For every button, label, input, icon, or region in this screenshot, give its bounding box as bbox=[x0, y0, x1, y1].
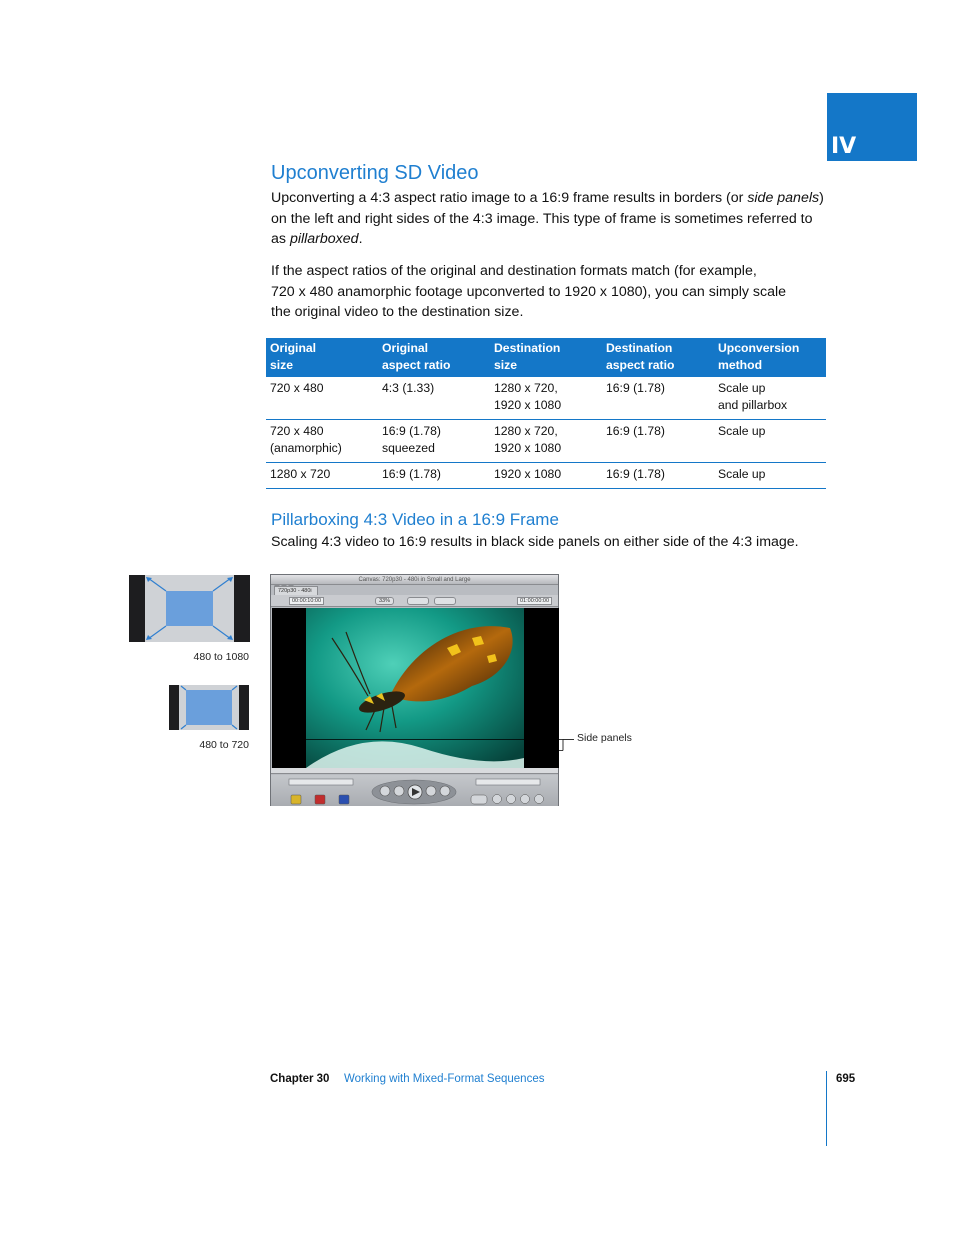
table-cell: 16:9 (1.78) bbox=[602, 420, 714, 463]
upconversion-table bbox=[266, 338, 826, 489]
para2-line-3: the original video to the destination size. bbox=[271, 304, 524, 320]
jog-control[interactable] bbox=[476, 779, 540, 785]
table-cell: Scale up bbox=[714, 463, 826, 489]
overlay-popup[interactable] bbox=[434, 597, 456, 605]
diagram-caption-1080: 480 to 1080 bbox=[193, 651, 249, 663]
header-original-aspect: Original aspect ratio bbox=[378, 338, 490, 377]
table-cell: 720 x 480 bbox=[266, 377, 378, 420]
para1-line-2: on the left and right sides of the 4:3 image. This type of frame is sometimes referred to bbox=[271, 210, 813, 227]
prev-edit-icon[interactable] bbox=[380, 786, 390, 796]
zoom-popup[interactable]: 33% bbox=[375, 597, 394, 605]
mark-in-icon[interactable] bbox=[493, 795, 502, 804]
canvas-toolbar bbox=[271, 595, 558, 607]
mark-out-icon[interactable] bbox=[507, 795, 516, 804]
pillarbox-paragraph: Scaling 4:3 video to 16:9 results in black side panels on either side of the 4:3 image. bbox=[271, 534, 799, 550]
footer-rule bbox=[826, 1071, 827, 1146]
next-edit-icon[interactable] bbox=[440, 786, 450, 796]
header-original-size: Original size bbox=[266, 338, 378, 377]
canvas-title-bar bbox=[271, 575, 558, 585]
intro-paragraph bbox=[271, 188, 827, 250]
header-destination-size: Destination size bbox=[490, 338, 602, 377]
table-cell: 1280 x 720, 1920 x 1080 bbox=[490, 420, 602, 463]
side-panels-label: Side panels bbox=[577, 732, 632, 744]
side-panels-callout bbox=[290, 736, 576, 752]
play-around-icon[interactable] bbox=[426, 786, 436, 796]
source-image bbox=[166, 591, 213, 626]
table-cell: 16:9 (1.78) squeezed bbox=[378, 420, 490, 463]
diagram-caption-720: 480 to 720 bbox=[199, 739, 249, 751]
replace-edit-icon[interactable] bbox=[339, 795, 349, 804]
match-frame-icon[interactable] bbox=[471, 795, 487, 804]
page-number: 695 bbox=[836, 1073, 856, 1085]
table-row bbox=[266, 420, 826, 463]
canvas-title: Canvas: 720p30 - 480i in Small and Large bbox=[358, 577, 471, 583]
scrubber-bar[interactable] bbox=[271, 768, 558, 774]
shuttle-slider[interactable] bbox=[289, 779, 353, 785]
footer-chapter-title[interactable]: Working with Mixed-Format Sequences bbox=[344, 1073, 545, 1085]
term-pillarboxed: pillarboxed bbox=[289, 231, 359, 247]
overwrite-edit-icon[interactable] bbox=[315, 795, 325, 804]
transport-graphics bbox=[271, 775, 558, 806]
canvas-window bbox=[270, 574, 559, 806]
source-image bbox=[186, 690, 232, 725]
table-cell: 16:9 (1.78) bbox=[378, 463, 490, 489]
pillarbox-diagram-1080 bbox=[129, 575, 250, 642]
table-cell: 720 x 480 (anamorphic) bbox=[266, 420, 378, 463]
para2-line-2: 720 x 480 anamorphic footage upconverted to 1920 x 1080), you can simply scale bbox=[271, 283, 787, 300]
table-cell: 1920 x 1080 bbox=[490, 463, 602, 489]
table-cell: 16:9 (1.78) bbox=[602, 377, 714, 420]
add-marker-icon[interactable] bbox=[521, 795, 530, 804]
part-label: IV bbox=[831, 134, 857, 159]
table-cell: 16:9 (1.78) bbox=[602, 463, 714, 489]
table-header-row bbox=[266, 338, 826, 377]
play-in-out-icon[interactable] bbox=[394, 786, 404, 796]
term-side-panels: side panels bbox=[747, 190, 820, 206]
header-destination-aspect: Destination aspect ratio bbox=[602, 338, 714, 377]
aspect-paragraph bbox=[271, 261, 827, 323]
part-tab bbox=[827, 93, 917, 161]
para1-line-1: Upconverting a 4:3 aspect ratio image to a 16:9 frame results in borders (or side panels) bbox=[271, 190, 824, 206]
footer-chapter: Chapter 30 bbox=[270, 1073, 330, 1085]
view-popup[interactable] bbox=[407, 597, 429, 605]
header-method: Upconversion method bbox=[714, 338, 826, 377]
add-keyframe-icon[interactable] bbox=[535, 795, 544, 804]
table-row bbox=[266, 377, 826, 420]
table-cell: 1280 x 720 bbox=[266, 463, 378, 489]
section-heading: Upconverting SD Video bbox=[271, 162, 479, 184]
para1-line-3: as pillarboxed. bbox=[271, 231, 363, 247]
insert-edit-icon[interactable] bbox=[291, 795, 301, 804]
transport-controls bbox=[271, 775, 558, 806]
canvas-tab[interactable]: 720p30 - 480i bbox=[274, 586, 318, 595]
para2-line-1: If the aspect ratios of the original and destination formats match (for example, bbox=[271, 263, 757, 279]
table-cell: 1280 x 720, 1920 x 1080 bbox=[490, 377, 602, 420]
table-cell: Scale up bbox=[714, 420, 826, 463]
subsection-heading: Pillarboxing 4:3 Video in a 16:9 Frame bbox=[271, 510, 559, 529]
timecode-current[interactable]: 01:00:00:00 bbox=[517, 597, 552, 605]
table-cell: Scale up and pillarbox bbox=[714, 377, 826, 420]
table-cell: 4:3 (1.33) bbox=[378, 377, 490, 420]
pillarbox-diagram-720 bbox=[169, 685, 249, 730]
timecode-duration[interactable]: 00:00:10:00 bbox=[289, 597, 324, 605]
table-row bbox=[266, 463, 826, 489]
